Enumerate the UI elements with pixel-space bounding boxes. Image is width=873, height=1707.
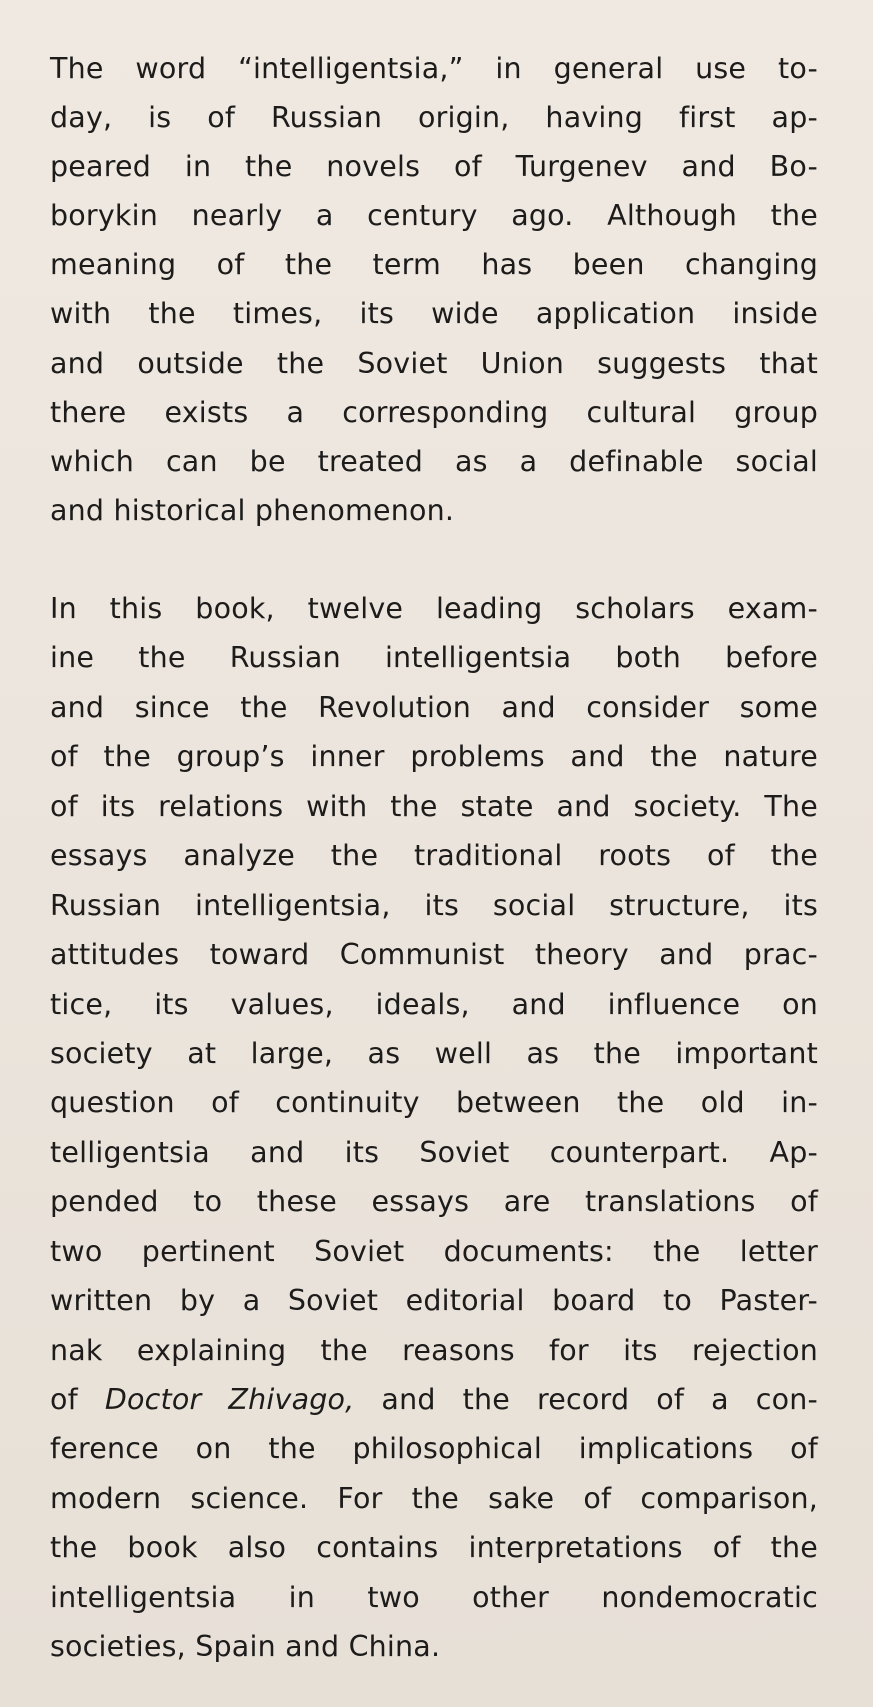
text-line: Russian intelligentsia, its social structure, its — [50, 888, 818, 922]
text-line: two pertinent Soviet documents: the letter — [50, 1234, 818, 1268]
text-line: and outside the Soviet Union suggests that — [50, 346, 818, 380]
text-line: ference on the philosophical implications of — [50, 1432, 818, 1466]
text-line: the book also contains interpretations of the — [50, 1531, 818, 1565]
text-line: borykin nearly a century ago. Although the — [50, 199, 818, 233]
text-line: which can be treated as a definable social — [50, 444, 818, 478]
text-line: telligentsia and its Soviet counterpart. Ap- — [50, 1135, 818, 1169]
text-line-with-title — [50, 1375, 818, 1424]
text-line: written by a Soviet editorial board to Paster- — [50, 1284, 818, 1318]
paragraph-intro — [50, 44, 818, 535]
text-line: society at large, as well as the important — [50, 1036, 818, 1070]
text-line: day, is of Russian origin, having first ap- — [50, 101, 818, 135]
text-line: intelligentsia in two other nondemocratic — [50, 1580, 818, 1614]
book-title-doctor-zhivago: Doctor Zhivago, — [104, 1383, 355, 1416]
text-line: meaning of the term has been changing — [50, 248, 818, 282]
text-line: of its relations with the state and society. The — [50, 789, 818, 823]
text-line: pended to these essays are translations of — [50, 1185, 818, 1219]
text-line: and since the Revolution and consider some — [50, 690, 818, 724]
text-line: there exists a corresponding cultural group — [50, 395, 818, 429]
text-line: In this book, twelve leading scholars exam- — [50, 592, 818, 625]
text-line: tice, its values, ideals, and influence on — [50, 987, 818, 1021]
text-line: with the times, its wide application inside — [50, 297, 818, 331]
paragraph-book-summary — [50, 584, 818, 1672]
text-line: question of continuity between the old in- — [50, 1086, 818, 1120]
text-line: and historical phenomenon. — [50, 493, 455, 527]
text-line: attitudes toward Communist theory and prac- — [50, 938, 818, 972]
line-joiner: and — [354, 1383, 463, 1416]
text-line: essays analyze the traditional roots of the — [50, 839, 818, 873]
text-line: ine the Russian intelligentsia both before — [50, 641, 818, 675]
text-line: societies, Spain and China. — [50, 1630, 441, 1664]
line-prefix: of — [50, 1383, 105, 1416]
text-line: peared in the novels of Turgenev and Bo- — [50, 150, 818, 184]
text-line: nak explaining the reasons for its rejection — [50, 1333, 818, 1367]
text-line: of the group’s inner problems and the nature — [50, 740, 818, 774]
text-line: The word “intelligentsia,” in general use to- — [50, 52, 818, 85]
text-line: modern science. For the sake of comparison, — [50, 1481, 818, 1515]
line-rest: the record of a con- — [462, 1383, 818, 1416]
